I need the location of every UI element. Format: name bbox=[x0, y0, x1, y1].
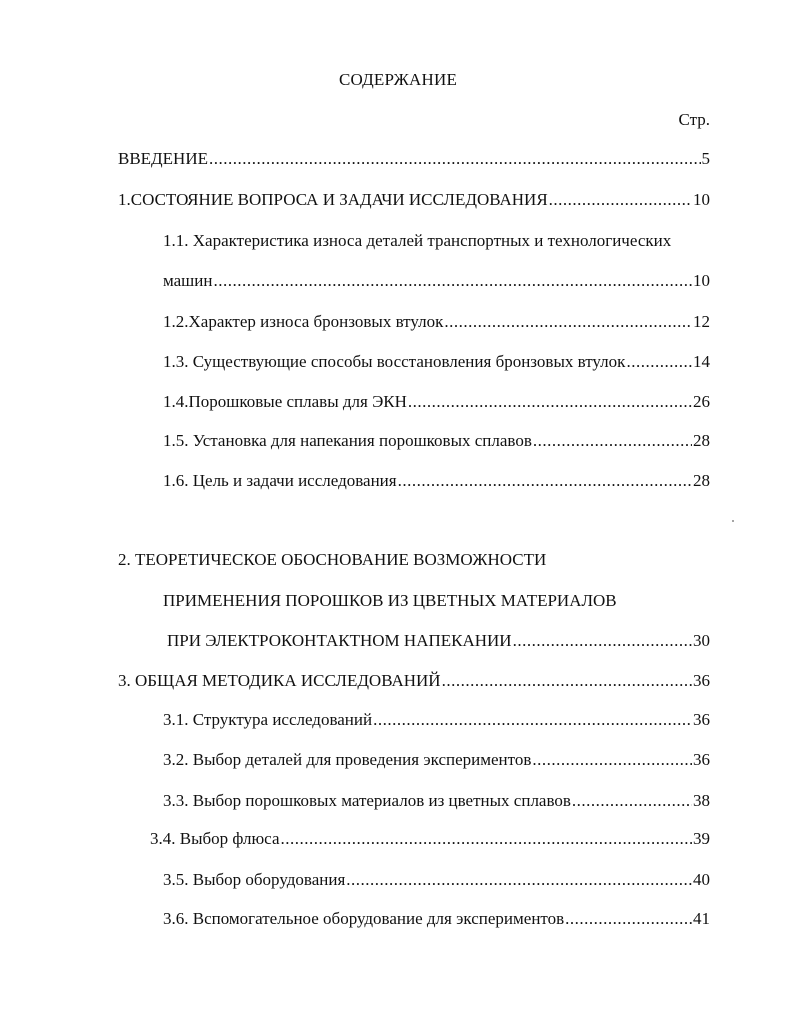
toc-leader-dots bbox=[565, 908, 692, 930]
toc-entry-section-3-2[interactable] bbox=[163, 749, 710, 771]
toc-leader-dots bbox=[626, 351, 692, 373]
toc-entry-label: 3. ОБЩАЯ МЕТОДИКА ИССЛЕДОВАНИЙ bbox=[118, 671, 441, 690]
toc-entry-label: ПРИ ЭЛЕКТРОКОНТАКТНОМ НАПЕКАНИИ bbox=[167, 631, 512, 650]
page-title: СОДЕРЖАНИЕ bbox=[338, 70, 458, 89]
toc-leader-dots bbox=[213, 270, 692, 292]
scan-speck bbox=[732, 520, 734, 522]
toc-entry-page: 28 bbox=[693, 431, 710, 450]
toc-entry-page: 5 bbox=[701, 149, 710, 168]
toc-leader-dots bbox=[444, 311, 692, 333]
toc-entry-section-1-6[interactable] bbox=[163, 470, 710, 492]
toc-leader-dots bbox=[280, 828, 692, 850]
toc-entry-section-1-4[interactable] bbox=[163, 391, 710, 413]
toc-entry-label: 1.2.Характер износа бронзовых втулок bbox=[163, 312, 444, 331]
toc-entry-chapter-1[interactable] bbox=[118, 189, 710, 211]
toc-entry-page: 30 bbox=[693, 631, 710, 650]
toc-entry-page: 38 bbox=[693, 791, 710, 810]
toc-entry-page: 10 bbox=[693, 271, 710, 290]
toc-leader-dots bbox=[572, 790, 692, 812]
toc-leader-dots bbox=[549, 189, 692, 211]
page-column-label: Стр. bbox=[678, 110, 710, 129]
toc-entry-section-1-3[interactable] bbox=[163, 351, 710, 373]
toc-entry-page: 12 bbox=[693, 312, 710, 331]
toc-entry-page: 36 bbox=[693, 710, 710, 729]
toc-entry-label: 1.СОСТОЯНИЕ ВОПРОСА И ЗАДАЧИ ИССЛЕДОВАНИЯ bbox=[118, 190, 548, 209]
toc-entry-label: 3.4. Выбор флюса bbox=[150, 829, 280, 848]
toc-entry-page: 26 bbox=[693, 392, 710, 411]
toc-leader-dots bbox=[373, 709, 692, 731]
toc-entry-label: 3.6. Вспомогательное оборудование для экспериментов bbox=[163, 909, 565, 928]
toc-entry-chapter-2[interactable] bbox=[167, 630, 710, 652]
toc-entry-label: 1.3. Существующие способы восстановления бронзовых втулок bbox=[163, 352, 626, 371]
toc-entry-section-1-1[interactable] bbox=[163, 270, 710, 292]
toc-entry-label: ВВЕДЕНИЕ bbox=[118, 149, 208, 168]
toc-entry-introduction[interactable] bbox=[118, 148, 710, 170]
toc-leader-dots bbox=[532, 749, 692, 771]
toc-entry-chapter-2-line2[interactable]: ПРИМЕНЕНИЯ ПОРОШКОВ ИЗ ЦВЕТНЫХ МАТЕРИАЛОВ bbox=[163, 591, 617, 610]
toc-entry-page: 14 bbox=[693, 352, 710, 371]
toc-entry-1-1-line1[interactable]: 1.1. Характеристика износа деталей транспортных и технологических bbox=[163, 231, 672, 250]
toc-entry-label: 3.3. Выбор порошковых материалов из цветных сплавов bbox=[163, 791, 571, 810]
toc-entry-section-3-5[interactable] bbox=[163, 869, 710, 891]
toc-entry-section-3-6[interactable] bbox=[163, 908, 710, 930]
toc-entry-label: 1.6. Цель и задачи исследования bbox=[163, 471, 397, 490]
toc-entry-section-3-3[interactable] bbox=[163, 790, 710, 812]
toc-entry-label: машин bbox=[163, 271, 213, 290]
toc-entry-page: 36 bbox=[693, 671, 710, 690]
toc-entry-label: 3.5. Выбор оборудования bbox=[163, 870, 346, 889]
toc-leader-dots bbox=[408, 391, 692, 413]
toc-entry-page: 39 bbox=[693, 829, 710, 848]
toc-leader-dots bbox=[209, 148, 701, 170]
toc-entry-chapter-3[interactable] bbox=[118, 670, 710, 692]
toc-entry-chapter-2-line1[interactable]: 2. ТЕОРЕТИЧЕСКОЕ ОБОСНОВАНИЕ ВОЗМОЖНОСТИ bbox=[118, 550, 547, 569]
toc-entry-section-1-2[interactable] bbox=[163, 311, 710, 333]
toc-entry-label: 3.1. Структура исследований bbox=[163, 710, 373, 729]
toc-leader-dots bbox=[442, 670, 692, 692]
toc-entry-section-1-5[interactable] bbox=[163, 430, 710, 452]
toc-entry-page: 28 bbox=[693, 471, 710, 490]
toc-entry-page: 10 bbox=[693, 190, 710, 209]
toc-leader-dots bbox=[513, 630, 692, 652]
toc-entry-label: 1.5. Установка для напекания порошковых сплавов bbox=[163, 431, 532, 450]
toc-entry-section-3-4[interactable] bbox=[150, 828, 710, 850]
toc-entry-page: 40 bbox=[693, 870, 710, 889]
toc-entry-page: 41 bbox=[693, 909, 710, 928]
toc-entry-page: 36 bbox=[693, 750, 710, 769]
toc-entry-label: 3.2. Выбор деталей для проведения экспериментов bbox=[163, 750, 532, 769]
toc-leader-dots bbox=[398, 470, 692, 492]
toc-leader-dots bbox=[533, 430, 692, 452]
toc-entry-label: 1.4.Порошковые сплавы для ЭКН bbox=[163, 392, 407, 411]
toc-leader-dots bbox=[346, 869, 692, 891]
toc-entry-section-3-1[interactable] bbox=[163, 709, 710, 731]
